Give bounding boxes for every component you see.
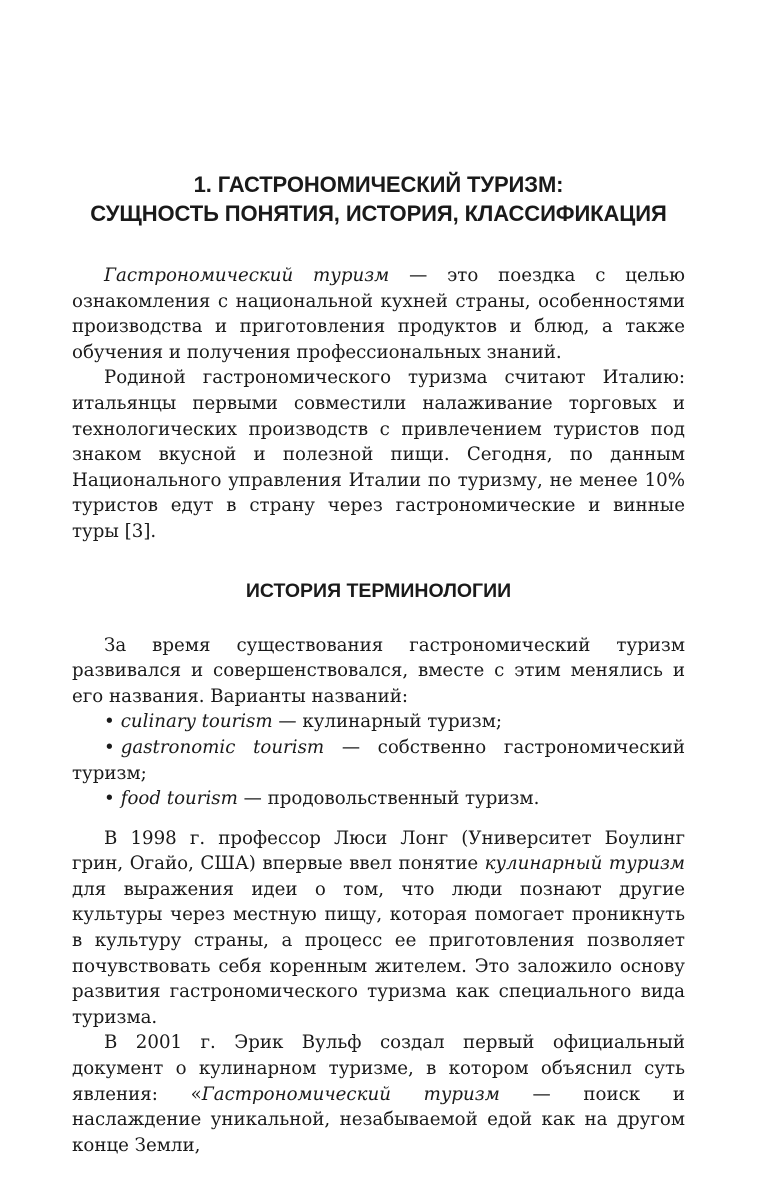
list-item <box>72 786 685 812</box>
chapter-title-line-1: 1. ГАСТРОНОМИЧЕСКИЙ ТУРИЗМ: <box>193 172 564 197</box>
variant-term: food tourism <box>120 788 238 810</box>
variant-term: gastronomic tourism <box>120 736 325 758</box>
section-paragraph-2 <box>72 826 685 1031</box>
section-title: ИСТОРИЯ ТЕРМИНОЛОГИИ <box>245 579 512 602</box>
section-paragraph-2-start: В 1998 г. профессор Люси Лонг (Университет Боулинг грин, Огайо, США) впервые ввел понятие <box>72 827 685 875</box>
list-item <box>72 735 685 786</box>
chapter-title <box>72 170 685 228</box>
section-paragraph-3 <box>72 1030 685 1158</box>
term-gastronomic-tourism: Гастрономический туризм <box>104 265 390 286</box>
term-culinary-tourism: кулинарный туризм <box>484 853 685 875</box>
variant-desc: — кулинарный туризм; <box>272 711 502 733</box>
section-paragraph-2-end: для выражения идеи о том, что люди познают другие культуры через местную пищу, которая помогает проникнуть в культуру страны, а процесс ее приготовления позволяет почувствовать себя коренным жителем. Это заложило основу развития гастрономического туризма как специального вида туризма. <box>72 878 685 1028</box>
variant-term: culinary tourism <box>120 711 273 733</box>
chapter-title-line-2: СУЩНОСТЬ ПОНЯТИЯ, ИСТОРИЯ, КЛАССИФИКАЦИЯ <box>90 201 667 226</box>
variant-desc: — собственно гастрономический туризм; <box>72 736 686 784</box>
list-item <box>72 709 685 735</box>
document-page <box>72 170 685 1158</box>
intro-paragraph-1-text: — это поездка с целью ознакомления с национальной кухней страны, особенностями производства и приготовления продуктов и блюд, а также обучения и получения профессиональных знаний. <box>72 265 685 363</box>
bullet: • <box>104 736 115 758</box>
intro-paragraph-1 <box>72 263 685 365</box>
bullet: • <box>104 788 115 810</box>
intro-paragraph-2: Родиной гастрономического туризма считают Италию: итальянцы первыми совместили налаживание торговых и технологических производств с привлечением туристов под знаком вкусной и полезной пищи. Сегодня, по данным Национального управления Италии по туризму, не менее 10% туристов едут в страну через гастрономические и винные туры [3]. <box>72 367 685 542</box>
variant-desc: — продовольственный туризм. <box>237 788 540 810</box>
variants-list <box>72 709 685 811</box>
term-gastronomic-tourism-quote: Гастрономический туризм <box>201 1083 500 1105</box>
bullet: • <box>104 711 115 733</box>
section-paragraph-3-end: — поиск и наслаждение уникальной, незабываемой едой как на другом конце Земли, <box>72 1083 685 1156</box>
section-paragraph-1: За время существования гастрономический туризм развивался и совершенствовался, вместе с этим менялись и его названия. Варианты названий: <box>72 634 685 707</box>
section-paragraph-3-start: В 2001 г. Эрик Вульф создал первый официальный документ о кулинарном туризме, в котором объяснил суть явления: « <box>72 1032 685 1105</box>
